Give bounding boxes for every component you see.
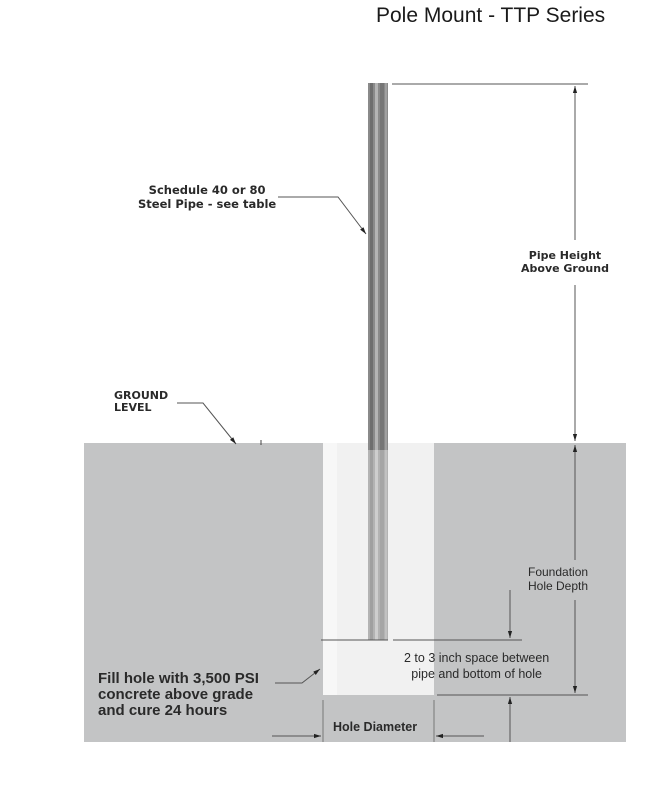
foundation-depth-line1: Foundation — [528, 565, 589, 579]
space-label — [404, 650, 549, 683]
pipe-label-line1: Schedule 40 or 80 — [148, 183, 266, 197]
pipe-label — [138, 184, 276, 212]
fill-instructions-label — [98, 671, 259, 718]
ground-level-line1: GROUND — [114, 389, 169, 402]
hole-diameter-label: Hole Diameter — [333, 720, 418, 734]
pipe-height-line1: Pipe Height — [528, 249, 602, 262]
fill-line2: concrete above grade — [98, 685, 254, 703]
steel-pipe — [368, 83, 388, 640]
pipe-height-label — [521, 249, 609, 275]
page-title: Pole Mount - TTP Series — [376, 4, 606, 27]
space-line2: pipe and bottom of hole — [411, 667, 542, 682]
foundation-depth-label — [528, 565, 588, 594]
pipe-label-line2: Steel Pipe - see table — [138, 196, 277, 211]
fill-line1: Fill hole with 3,500 PSI — [98, 670, 259, 687]
ground-level-line2: LEVEL — [114, 401, 152, 415]
space-line1: 2 to 3 inch space between — [404, 651, 550, 665]
foundation-depth-line2: Hole Depth — [528, 579, 589, 594]
ground-level-label — [114, 390, 168, 414]
pipe-height-line2: Above Ground — [521, 262, 609, 276]
fill-line3: and cure 24 hours — [98, 701, 228, 719]
